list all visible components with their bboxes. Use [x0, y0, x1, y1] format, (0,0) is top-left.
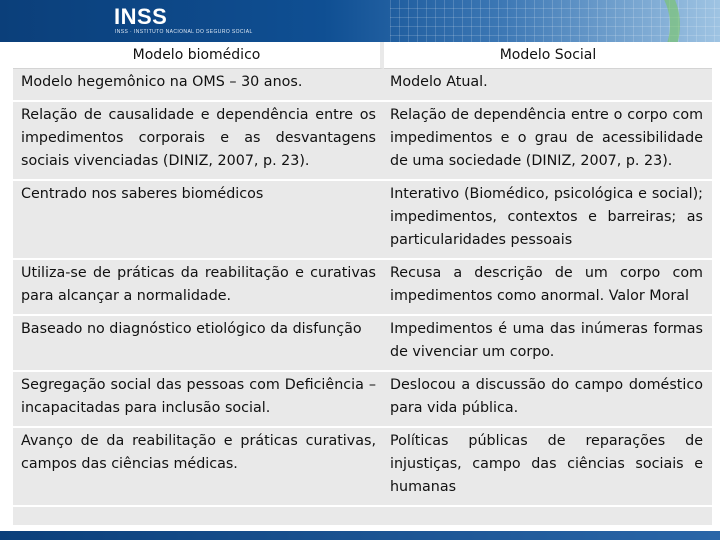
biomedical-cell: Relação de causalidade e dependência entre os impedimentos corporais e as desvantagens sociais vivenciadas (DINIZ, 2007, p. 23).	[13, 102, 384, 181]
biomedical-cell: Avanço de da reabilitação e práticas curativas, campos das ciências médicas.	[13, 428, 384, 507]
biomedical-cell: Modelo hegemônico na OMS – 30 anos.	[13, 69, 384, 102]
biomedical-cell: Segregação social das pessoas com Deficiência – incapacitadas para inclusão social.	[13, 372, 384, 428]
table-header-row	[13, 42, 712, 69]
column-header-biomedical: Modelo biomédico	[13, 42, 384, 69]
table-row	[13, 69, 712, 102]
logo-subtitle: INSS · INSTITUTO NACIONAL DO SEGURO SOCIAL	[115, 29, 253, 35]
social-cell: Impedimentos é uma das inúmeras formas de vivenciar um corpo.	[384, 316, 712, 372]
social-cell: Recusa a descrição de um corpo com impedimentos como anormal. Valor Moral	[384, 260, 712, 316]
comparison-table-container	[13, 42, 712, 525]
header-banner	[0, 0, 720, 42]
social-cell: Políticas públicas de reparações de injustiças, campo das ciências sociais e humanas	[384, 428, 712, 507]
table-row	[13, 102, 712, 181]
social-cell: Interativo (Biomédico, psicológica e social); impedimentos, contextos e barreiras; as particularidades pessoais	[384, 181, 712, 260]
table-row	[13, 316, 712, 372]
social-cell: Relação de dependência entre o corpo com impedimentos e o grau de acessibilidade de uma sociedade (DINIZ, 2007, p. 23).	[384, 102, 712, 181]
table-row	[13, 260, 712, 316]
column-header-social: Modelo Social	[384, 42, 712, 69]
table-row	[13, 181, 712, 260]
social-cell: Modelo Atual.	[384, 69, 712, 102]
inss-logo: INSS	[114, 4, 168, 29]
header-arc-decoration	[460, 0, 680, 42]
table-row	[13, 372, 712, 428]
footer-band	[0, 531, 720, 540]
biomedical-cell: Utiliza-se de práticas da reabilitação e curativas para alcançar a normalidade.	[13, 260, 384, 316]
biomedical-cell: Baseado no diagnóstico etiológico da disfunção	[13, 316, 384, 372]
comparison-table	[13, 42, 712, 507]
biomedical-cell: Centrado nos saberes biomédicos	[13, 181, 384, 260]
social-cell: Deslocou a discussão do campo doméstico para vida pública.	[384, 372, 712, 428]
table-row	[13, 428, 712, 507]
